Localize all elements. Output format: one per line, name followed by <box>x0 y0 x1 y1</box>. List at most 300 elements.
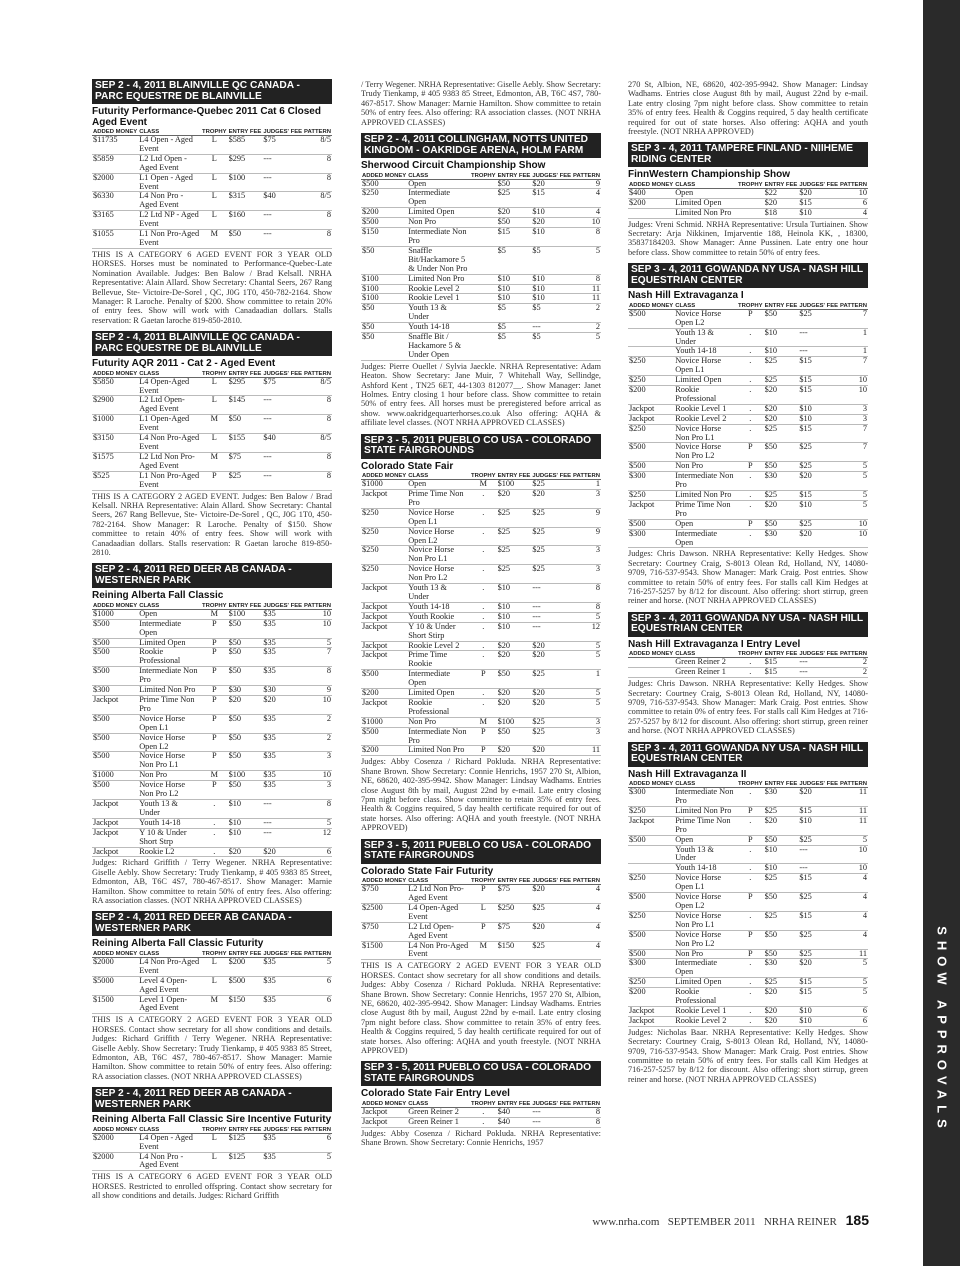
judges-fee: $25 <box>532 479 545 489</box>
judges-fee: $25 <box>532 545 545 555</box>
table-row <box>361 333 601 361</box>
pattern: 4 <box>862 207 867 217</box>
judges-fee: --- <box>263 451 272 461</box>
table-row <box>92 1152 332 1171</box>
show-listing <box>361 434 601 833</box>
added-money: $400 <box>629 187 646 197</box>
pattern: 8 <box>326 798 331 808</box>
added-money: $150 <box>362 227 379 237</box>
added-money: $50 <box>362 303 375 313</box>
table-row <box>92 619 332 638</box>
class-name: Youth 14-18 <box>139 817 181 827</box>
judges-fee: $30 <box>263 685 276 695</box>
table-row <box>361 746 601 756</box>
added-money: $100 <box>362 293 379 303</box>
added-money: $250 <box>629 423 646 433</box>
entry-fee: $250 <box>497 902 515 912</box>
entry-fee: $10 <box>497 601 511 611</box>
table-header-row <box>361 1101 601 1108</box>
entry-fee: $20 <box>497 745 511 755</box>
judges-fee: $5 <box>532 245 541 255</box>
class-name: Prime Time Rookie <box>408 650 448 669</box>
show-listing <box>92 331 332 557</box>
added-money: Jackpot <box>362 601 388 611</box>
table-row <box>92 471 332 490</box>
class-name: Intermediate Non Pro <box>675 471 734 490</box>
header-added-money: ADDED MONEY <box>93 370 138 377</box>
table-row <box>628 529 868 548</box>
pattern: 5 <box>595 697 600 707</box>
table-row <box>628 309 868 328</box>
trophy: M <box>479 940 488 950</box>
entry-fee: $25 <box>497 564 511 574</box>
entry-fee: $160 <box>228 210 246 220</box>
entry-fee: $25 <box>497 188 511 198</box>
pattern: 4 <box>595 207 600 217</box>
entry-fee: $22 <box>764 187 778 197</box>
added-money: $250 <box>629 375 646 385</box>
trophy: P <box>212 780 217 790</box>
class-name: Novice Horse Non Pro L2 <box>675 929 722 948</box>
judges-fee: $35 <box>263 780 276 790</box>
class-name: Rookie Level 1 <box>408 293 460 303</box>
pattern: 4 <box>862 892 867 902</box>
pattern: 12 <box>591 621 600 631</box>
table-row <box>361 179 601 189</box>
show-details-text: 270 St, Albion, NE, 68620, 402-395-9942. Show Manager: Lindsay Wadhams. Entries close August 8th by mail, August 22nd by e-mail. Late entry closing 7pm night before class. Show committee to retain 35% of entry fees. Health & Coggins required, 5 day health certificate required for out of state horses. Also offering: AQHA and youth freestyle. (NOT NRHA APPROVED) <box>628 80 868 137</box>
class-name: Novice Horse Open L1 <box>139 713 186 732</box>
trophy: P <box>748 948 753 958</box>
header-pattern: PATTERN <box>840 781 867 788</box>
table-row <box>92 638 332 648</box>
judges-fee: $35 <box>263 647 276 657</box>
entry-fee: $100 <box>228 172 246 182</box>
pattern: 8 <box>326 172 331 182</box>
entry-fee: $20 <box>228 846 242 856</box>
judges-fee: --- <box>263 817 272 827</box>
added-money: Jackpot <box>629 1005 655 1015</box>
trophy: L <box>211 210 217 220</box>
header-trophy: TROPHY <box>202 1126 227 1133</box>
entry-fee: $20 <box>764 413 778 423</box>
table-row <box>361 584 601 603</box>
pattern: 8 <box>326 395 331 405</box>
class-name: Novice Horse Non Pro L1 <box>408 545 455 564</box>
class-name: Youth 13 & Under <box>675 327 714 346</box>
header-added-money: ADDED MONEY <box>93 129 138 135</box>
class-name: Youth 13 & Under <box>408 583 447 601</box>
show-listing <box>92 911 332 1081</box>
table-row <box>361 294 601 304</box>
added-money: $250 <box>362 526 379 536</box>
class-name: L2 Ltd Non Pro-Aged Event <box>139 451 195 470</box>
trophy <box>470 246 497 274</box>
header-trophy: TROPHY <box>738 651 763 658</box>
judges-fee: --- <box>263 798 272 808</box>
header-pattern: PATTERN <box>573 878 600 885</box>
trophy: . <box>482 601 485 611</box>
show-listing <box>628 80 868 136</box>
pattern: 1 <box>595 669 600 679</box>
show-details-text: THIS IS A CATEGORY 2 AGED EVENT. Judges: Ben Balow / Brad Kelsall. NRHA Representative: Alain Allard. Show Secretary: Chantal Seers, 267 Rang Bellevue, Ste- Victoire-De-Sorel , QC, J0G 1T0, 450-782-2164. Show Manager: R Laroche. Penalty of $150. Show committee to retain 40% of entry fees. Show will work with Canadaadian dollars. Stalls reservation: R Gaetan laroche 819-850-2810. <box>92 491 332 557</box>
added-money: $250 <box>629 805 646 815</box>
entry-fee: $30 <box>764 958 778 968</box>
entry-fee: $200 <box>228 956 246 966</box>
trophy: P <box>748 805 753 815</box>
class-name: Youth 13 & Under <box>675 844 714 863</box>
pattern: 6 <box>326 975 331 985</box>
show-details-text: Judges: Richard Griffith / Terry Wegener. NRHA Representative: Giselle Aebly. Show Secretary: Trudy Tienkamp, # 405 9383 85 Street, Edmonton, AB, T6C 4S7, 780-467-8517. Show Manager: Marnie Hamilton. Show committee to retain 50% of entry fees. Also offering: RA association classes. (NOT NRHA APPROVED CLASSES) <box>92 858 332 906</box>
header-entry-fee: ENTRY FEE <box>228 1126 262 1133</box>
pattern: 7 <box>862 442 867 452</box>
classes-table <box>361 473 601 756</box>
footer-url[interactable]: www.nrha.com <box>592 1216 660 1228</box>
class-name: Intermediate Open <box>675 528 718 547</box>
trophy: . <box>749 873 752 883</box>
table-row <box>628 788 868 807</box>
table-row <box>92 609 332 619</box>
trophy: . <box>482 583 485 593</box>
table-row <box>628 845 868 864</box>
entry-fee: $20 <box>764 987 778 997</box>
pattern: 5 <box>595 640 600 650</box>
added-money: Jackpot <box>93 817 119 827</box>
class-name: Non Pro <box>675 461 704 471</box>
table-row <box>92 396 332 415</box>
header-added-money: ADDED MONEY <box>362 473 407 480</box>
show-listing <box>92 563 332 905</box>
entry-fee: $50 <box>228 732 242 742</box>
entry-fee: $10 <box>497 611 511 621</box>
class-name: Novice Horse Open L1 <box>675 356 722 375</box>
class-name: Youth Rookie <box>408 611 455 621</box>
judges-fee: $35 <box>263 994 276 1004</box>
header-added-money: ADDED MONEY <box>362 172 407 179</box>
trophy: . <box>749 356 752 366</box>
page-number: 185 <box>845 1212 869 1228</box>
entry-fee: $100 <box>497 716 515 726</box>
class-name: Intermediate Non Pro <box>675 787 734 806</box>
judges-fee: $10 <box>799 403 812 413</box>
pattern: 10 <box>322 770 331 780</box>
table-row <box>92 211 332 230</box>
table-row <box>92 828 332 847</box>
added-money: $750 <box>362 884 379 894</box>
table-row <box>628 930 868 949</box>
trophy: . <box>482 640 485 650</box>
pattern: 5 <box>595 245 600 255</box>
entry-fee: $50 <box>228 618 242 628</box>
table-row <box>361 1117 601 1127</box>
table-row <box>92 781 332 800</box>
show-listing <box>361 133 601 428</box>
added-money: $2900 <box>93 395 114 405</box>
added-money: $300 <box>629 787 646 797</box>
header-judges-fee: JUDGES' FEE <box>799 181 839 188</box>
pattern: 8 <box>326 153 331 163</box>
header-added-money: ADDED MONEY <box>362 1100 407 1107</box>
header-trophy: TROPHY <box>738 181 763 188</box>
classes-table <box>361 878 601 960</box>
added-money: $500 <box>93 751 110 761</box>
header-judges-fee: JUDGES' FEE <box>799 651 839 658</box>
added-money <box>628 668 674 678</box>
class-name: Non Pro <box>408 217 437 227</box>
added-money: $500 <box>629 892 646 902</box>
trophy <box>470 294 497 304</box>
table-header-row <box>628 781 868 788</box>
judges-fee: $25 <box>799 834 812 844</box>
judges-fee: --- <box>263 827 272 837</box>
table-row <box>628 376 868 386</box>
added-money <box>628 328 674 347</box>
judges-fee: $5 <box>532 332 541 342</box>
class-name: Y 10 & Under Short Strp <box>139 827 187 846</box>
judges-fee: $35 <box>263 956 276 966</box>
pattern: 8 <box>595 601 600 611</box>
entry-fee: $150 <box>497 940 515 950</box>
column-1 <box>92 79 332 1207</box>
entry-fee: $50 <box>228 637 242 647</box>
class-name: L2 Ltd Open-Aged Event <box>408 921 454 940</box>
show-name: Reining Alberta Fall Classic <box>92 590 224 602</box>
trophy: . <box>482 526 485 536</box>
added-money: Jackpot <box>93 695 119 704</box>
entry-fee: $50 <box>764 929 778 939</box>
header-pattern: PATTERN <box>573 473 600 480</box>
classes-table <box>628 651 868 678</box>
judges-fee: $10 <box>799 413 812 423</box>
added-money: Jackpot <box>629 1015 655 1025</box>
judges-fee: $25 <box>799 518 812 528</box>
table-row <box>92 771 332 781</box>
show-date-location: SEP 2 - 4, 2011 COLLINGHAM, NOTTS UNITED KINGDOM - OAKRIDGE ARENA, HOLM FARM <box>361 133 601 158</box>
show-name: Futurity Performance-Quebec 2011 Cat 6 Closed Aged Event <box>92 106 321 128</box>
table-row <box>628 328 868 347</box>
added-money: $1000 <box>362 479 383 489</box>
added-money: $500 <box>93 732 110 742</box>
table-row <box>628 1006 868 1016</box>
trophy: L <box>480 902 486 912</box>
entry-fee: $10 <box>764 346 778 356</box>
table-row <box>92 377 332 396</box>
header-class: CLASS <box>674 182 737 189</box>
added-money: Jackpot <box>629 413 655 423</box>
added-money: $11735 <box>93 135 118 144</box>
pattern: 10 <box>858 385 867 395</box>
show-name: Colorado State Fair <box>361 460 454 472</box>
trophy: . <box>482 489 485 498</box>
pattern: 5 <box>326 817 331 827</box>
judges-fee: $15 <box>799 490 812 499</box>
added-money: $1000 <box>362 716 383 726</box>
trophy: . <box>482 1116 485 1126</box>
pattern: 10 <box>858 518 867 528</box>
header-entry-fee: ENTRY FEE <box>764 651 798 658</box>
entry-fee: $5 <box>497 322 506 332</box>
class-name: Youth 14-18 <box>675 863 717 873</box>
judges-fee: $35 <box>263 1151 276 1161</box>
class-name: Intermediate Open <box>408 669 451 688</box>
trophy: L <box>211 956 217 966</box>
trophy: . <box>213 798 216 808</box>
judges-fee: $15 <box>799 375 812 385</box>
trophy: . <box>482 650 485 660</box>
pattern: 11 <box>859 787 867 797</box>
judges-fee: $10 <box>532 293 545 303</box>
classes-table <box>361 173 601 361</box>
header-entry-fee: ENTRY FEE <box>764 302 798 309</box>
class-name: Intermediate Open <box>139 618 182 637</box>
judges-fee: $20 <box>532 688 545 698</box>
added-money: $200 <box>362 745 379 755</box>
class-name: L1 Non Pro-Aged Event <box>139 229 200 247</box>
entry-fee: $30 <box>228 685 242 695</box>
judges-fee: $35 <box>263 732 276 742</box>
class-name: Intermediate Non Pro <box>408 227 467 245</box>
pattern: 2 <box>326 732 331 742</box>
table-row <box>92 173 332 192</box>
entry-fee: $50 <box>228 647 242 657</box>
pattern: 4 <box>862 910 867 920</box>
judges-fee: $20 <box>532 697 545 707</box>
table-row <box>361 189 601 208</box>
table-row <box>92 733 332 752</box>
judges-fee: $25 <box>799 442 812 452</box>
pattern: 5 <box>862 958 867 968</box>
class-name: Rookie L2 <box>139 846 175 856</box>
show-listing <box>628 742 868 1085</box>
entry-fee: $25 <box>764 910 778 920</box>
table-row <box>628 386 868 405</box>
show-date-location: SEP 2 - 4, 2011 BLAINVILLE QC CANADA - PARC EQUESTRE DE BLAINVILLE <box>92 331 332 356</box>
class-name: Limited Open <box>408 688 455 698</box>
table-row <box>628 806 868 816</box>
class-name: L4 Open - Aged Event <box>139 135 193 153</box>
added-money: Jackpot <box>362 650 388 660</box>
trophy: . <box>749 471 752 481</box>
header-pattern: PATTERN <box>304 950 331 957</box>
judges-fee: $10 <box>799 815 812 825</box>
added-money: $200 <box>629 197 646 207</box>
class-name: Rookie Professional <box>139 647 181 666</box>
added-money: $300 <box>629 471 646 481</box>
added-money: $250 <box>629 490 646 499</box>
added-money <box>628 845 674 864</box>
judges-fee: --- <box>799 667 808 677</box>
trophy <box>470 208 497 218</box>
pattern: 5 <box>326 637 331 647</box>
pattern: 11 <box>859 948 867 958</box>
table-row <box>361 689 601 699</box>
header-class: CLASS <box>407 1101 470 1108</box>
judges-fee: $20 <box>263 846 276 856</box>
class-name: Limited Open <box>408 207 455 217</box>
entry-fee: $10 <box>764 863 778 873</box>
header-class: CLASS <box>407 878 470 885</box>
pattern: 5 <box>862 461 867 471</box>
added-money: Jackpot <box>362 611 388 621</box>
added-money: $250 <box>629 873 646 883</box>
class-name: Youth 14-18 <box>675 346 717 356</box>
class-name: Non Pro <box>675 948 704 958</box>
entry-fee: $295 <box>228 153 246 163</box>
judges-fee: $35 <box>263 751 276 761</box>
judges-fee: $20 <box>532 489 545 498</box>
judges-fee: $15 <box>799 356 812 366</box>
entry-fee: $50 <box>764 518 778 528</box>
class-name: Youth 13 & Under <box>139 798 178 817</box>
added-money: $2000 <box>93 956 114 966</box>
show-date-location: SEP 2 - 4, 2011 RED DEER AB CANADA - WESTERNER PARK <box>92 911 332 936</box>
pattern: 3 <box>862 413 867 423</box>
show-details-text: Judges: Abby Cosenza / Richard Pokluda. NRHA Representative: Shane Brown. Show Secretary: Connie Henrichs, 1957 270 St, Albion, NE, 68620, 402-395-9942. Show Manager: Lindsay Wadhams. Entries close August 8th by mail, August 22nd by e-mail. Late entry closing 7pm night before class. Show committee to retain 35% of entry fees. Health & Coggins required, 5 day health certificate required for out of state horses. Also offering: AQHA and youth freestyle. (NOT NRHA APPROVED) <box>361 757 601 833</box>
header-trophy: TROPHY <box>202 950 227 957</box>
header-entry-fee: ENTRY FEE <box>228 950 262 957</box>
added-money: $100 <box>362 273 379 283</box>
entry-fee: $10 <box>497 583 511 593</box>
added-money: $200 <box>629 987 646 997</box>
trophy <box>470 274 497 284</box>
classes-table <box>361 1101 601 1128</box>
judges-fee: $25 <box>532 716 545 726</box>
entry-fee: $20 <box>497 688 511 698</box>
entry-fee: $585 <box>228 135 246 144</box>
header-judges-fee: JUDGES' FEE <box>799 302 839 309</box>
entry-fee: $50 <box>764 308 778 318</box>
entry-fee: $295 <box>228 376 246 386</box>
entry-fee: $50 <box>764 461 778 471</box>
pattern: 8 <box>326 210 331 220</box>
table-header-row <box>628 651 868 658</box>
header-entry-fee: ENTRY FEE <box>228 370 262 377</box>
pattern: 9 <box>595 507 600 517</box>
judges-fee: $25 <box>532 726 545 736</box>
entry-fee: $20 <box>764 815 778 825</box>
header-added-money: ADDED MONEY <box>629 302 674 309</box>
class-name: Green Reiner 2 <box>408 1106 459 1116</box>
trophy: P <box>748 308 753 318</box>
judges-fee: $20 <box>532 745 545 755</box>
trophy: P <box>748 442 753 452</box>
table-row <box>92 818 332 828</box>
table-row <box>628 462 868 472</box>
pattern: 8 <box>595 583 600 593</box>
entry-fee: $20 <box>764 403 778 413</box>
judges-fee: --- <box>532 621 541 631</box>
entry-fee: $5 <box>497 303 506 313</box>
added-money: $500 <box>93 666 110 676</box>
class-name: Prime Time Non Pro <box>675 815 731 834</box>
entry-fee: $30 <box>764 471 778 481</box>
pattern: 7 <box>862 308 867 318</box>
trophy: . <box>749 423 752 433</box>
pattern: 5 <box>326 956 331 966</box>
class-name: Open <box>675 518 694 528</box>
pattern: 8 <box>326 470 331 480</box>
entry-fee: $50 <box>228 713 242 723</box>
class-name: Novice Horse Non Pro L2 <box>139 780 186 799</box>
added-money <box>628 347 674 357</box>
added-money: $500 <box>93 637 110 647</box>
table-header-row <box>361 173 601 180</box>
footer-issue: SEPTEMBER 2011 <box>667 1216 756 1228</box>
judges-fee: --- <box>263 172 272 182</box>
entry-fee: $50 <box>228 229 242 239</box>
added-money: Jackpot <box>362 1116 388 1126</box>
page-footer <box>592 1212 869 1228</box>
entry-fee: $18 <box>764 207 778 217</box>
